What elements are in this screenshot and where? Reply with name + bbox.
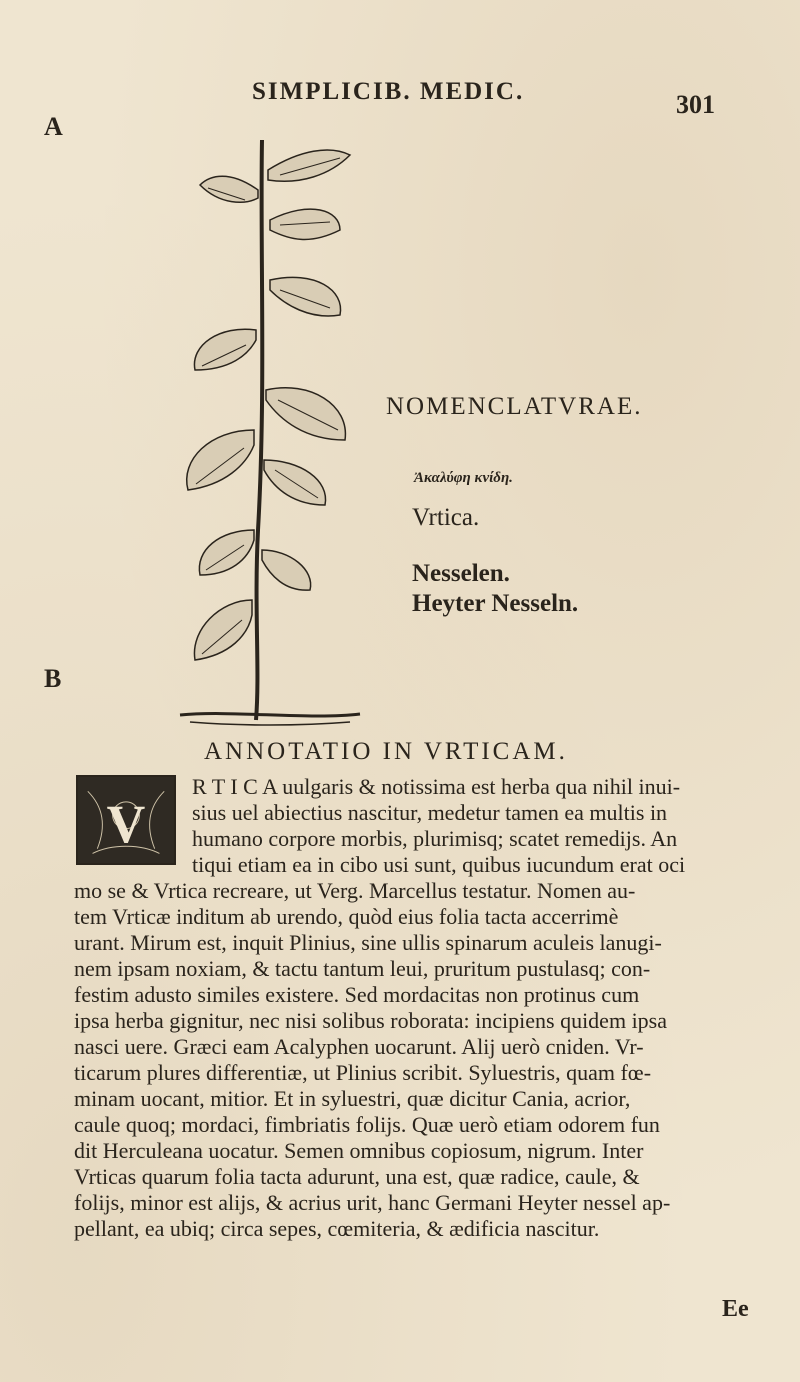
text-line: dit Herculeana uocatur. Semen omnibus copiosum, nigrum. Inter <box>74 1138 644 1163</box>
running-head: SIMPLICIB. MEDIC. <box>252 78 525 105</box>
german-name-2: Heyter Nesseln. <box>412 590 579 617</box>
decorated-initial <box>76 775 176 865</box>
text-line: tiqui etiam ea in cibo usi sunt, quibus iucundum erat oci <box>192 852 686 877</box>
text-line: sius uel abiectius nascitur, medetur tamen ea multis in <box>192 800 668 825</box>
text-line: Vrticas quarum folia tacta adurunt, una est, quæ radice, caule, & <box>74 1164 640 1189</box>
initial-letter: V <box>106 793 146 854</box>
text-line: ipsa herba gignitur, nec nisi solibus roborata: incipiens quidem ipsa <box>74 1008 668 1033</box>
nettle-woodcut-illustration <box>150 130 380 730</box>
text-line: R T I C A uulgaris & notissima est herba qua nihil inui- <box>192 774 681 799</box>
text-line: humano corpore morbis, plurimisq; scatet remedijs. An <box>192 826 678 851</box>
text-line: pellant, ea ubiq; circa sepes, cœmiteria, & ædificia nascitur. <box>74 1216 600 1241</box>
text-line: minam uocant, mitior. Et in syluestri, quæ dicitur Cania, acrior, <box>74 1086 631 1111</box>
page-number: 301 <box>676 90 715 119</box>
text-line: ticarum plures differentiæ, ut Plinius scribit. Syluestris, quam fœ- <box>74 1060 652 1085</box>
catchword: Ee <box>722 1296 749 1322</box>
text-line: mo se & Vrtica recreare, ut Verg. Marcellus testatur. Nomen au- <box>74 878 636 903</box>
latin-name: Vrtica. <box>412 504 480 531</box>
margin-letter-a: A <box>44 112 63 141</box>
text-line: nasci uere. Græci eam Acalyphen uocarunt. Alij uerò cniden. Vr- <box>74 1034 644 1059</box>
text-line: folijs, minor est alijs, & acrius urit, hanc Germani Heyter nessel ap- <box>74 1190 671 1215</box>
margin-letter-b: B <box>44 664 62 693</box>
german-name-1: Nesselen. <box>412 560 510 587</box>
nomenclature-title: NOMENCLATVRAE. <box>386 393 643 420</box>
text-line: tem Vrticæ inditum ab urendo, quòd eius folia tacta accerrimè <box>74 904 619 929</box>
text-line: urant. Mirum est, inquit Plinius, sine ullis spinarum aculeis lanugi- <box>74 930 662 955</box>
text-line: nem ipsam noxiam, & tactu tantum leui, pruritum pustulasq; con- <box>74 956 651 981</box>
annotation-title: ANNOTATIO IN VRTICAM. <box>204 738 568 765</box>
text-line: festim adusto similes existere. Sed mordacitas non protinus cum <box>74 982 640 1007</box>
text-line: caule quoq; mordaci, fimbriatis folijs. Quæ uerò etiam odorem fun <box>74 1112 660 1137</box>
greek-name: Ἀκαλύφη κνίδη. <box>414 470 513 486</box>
